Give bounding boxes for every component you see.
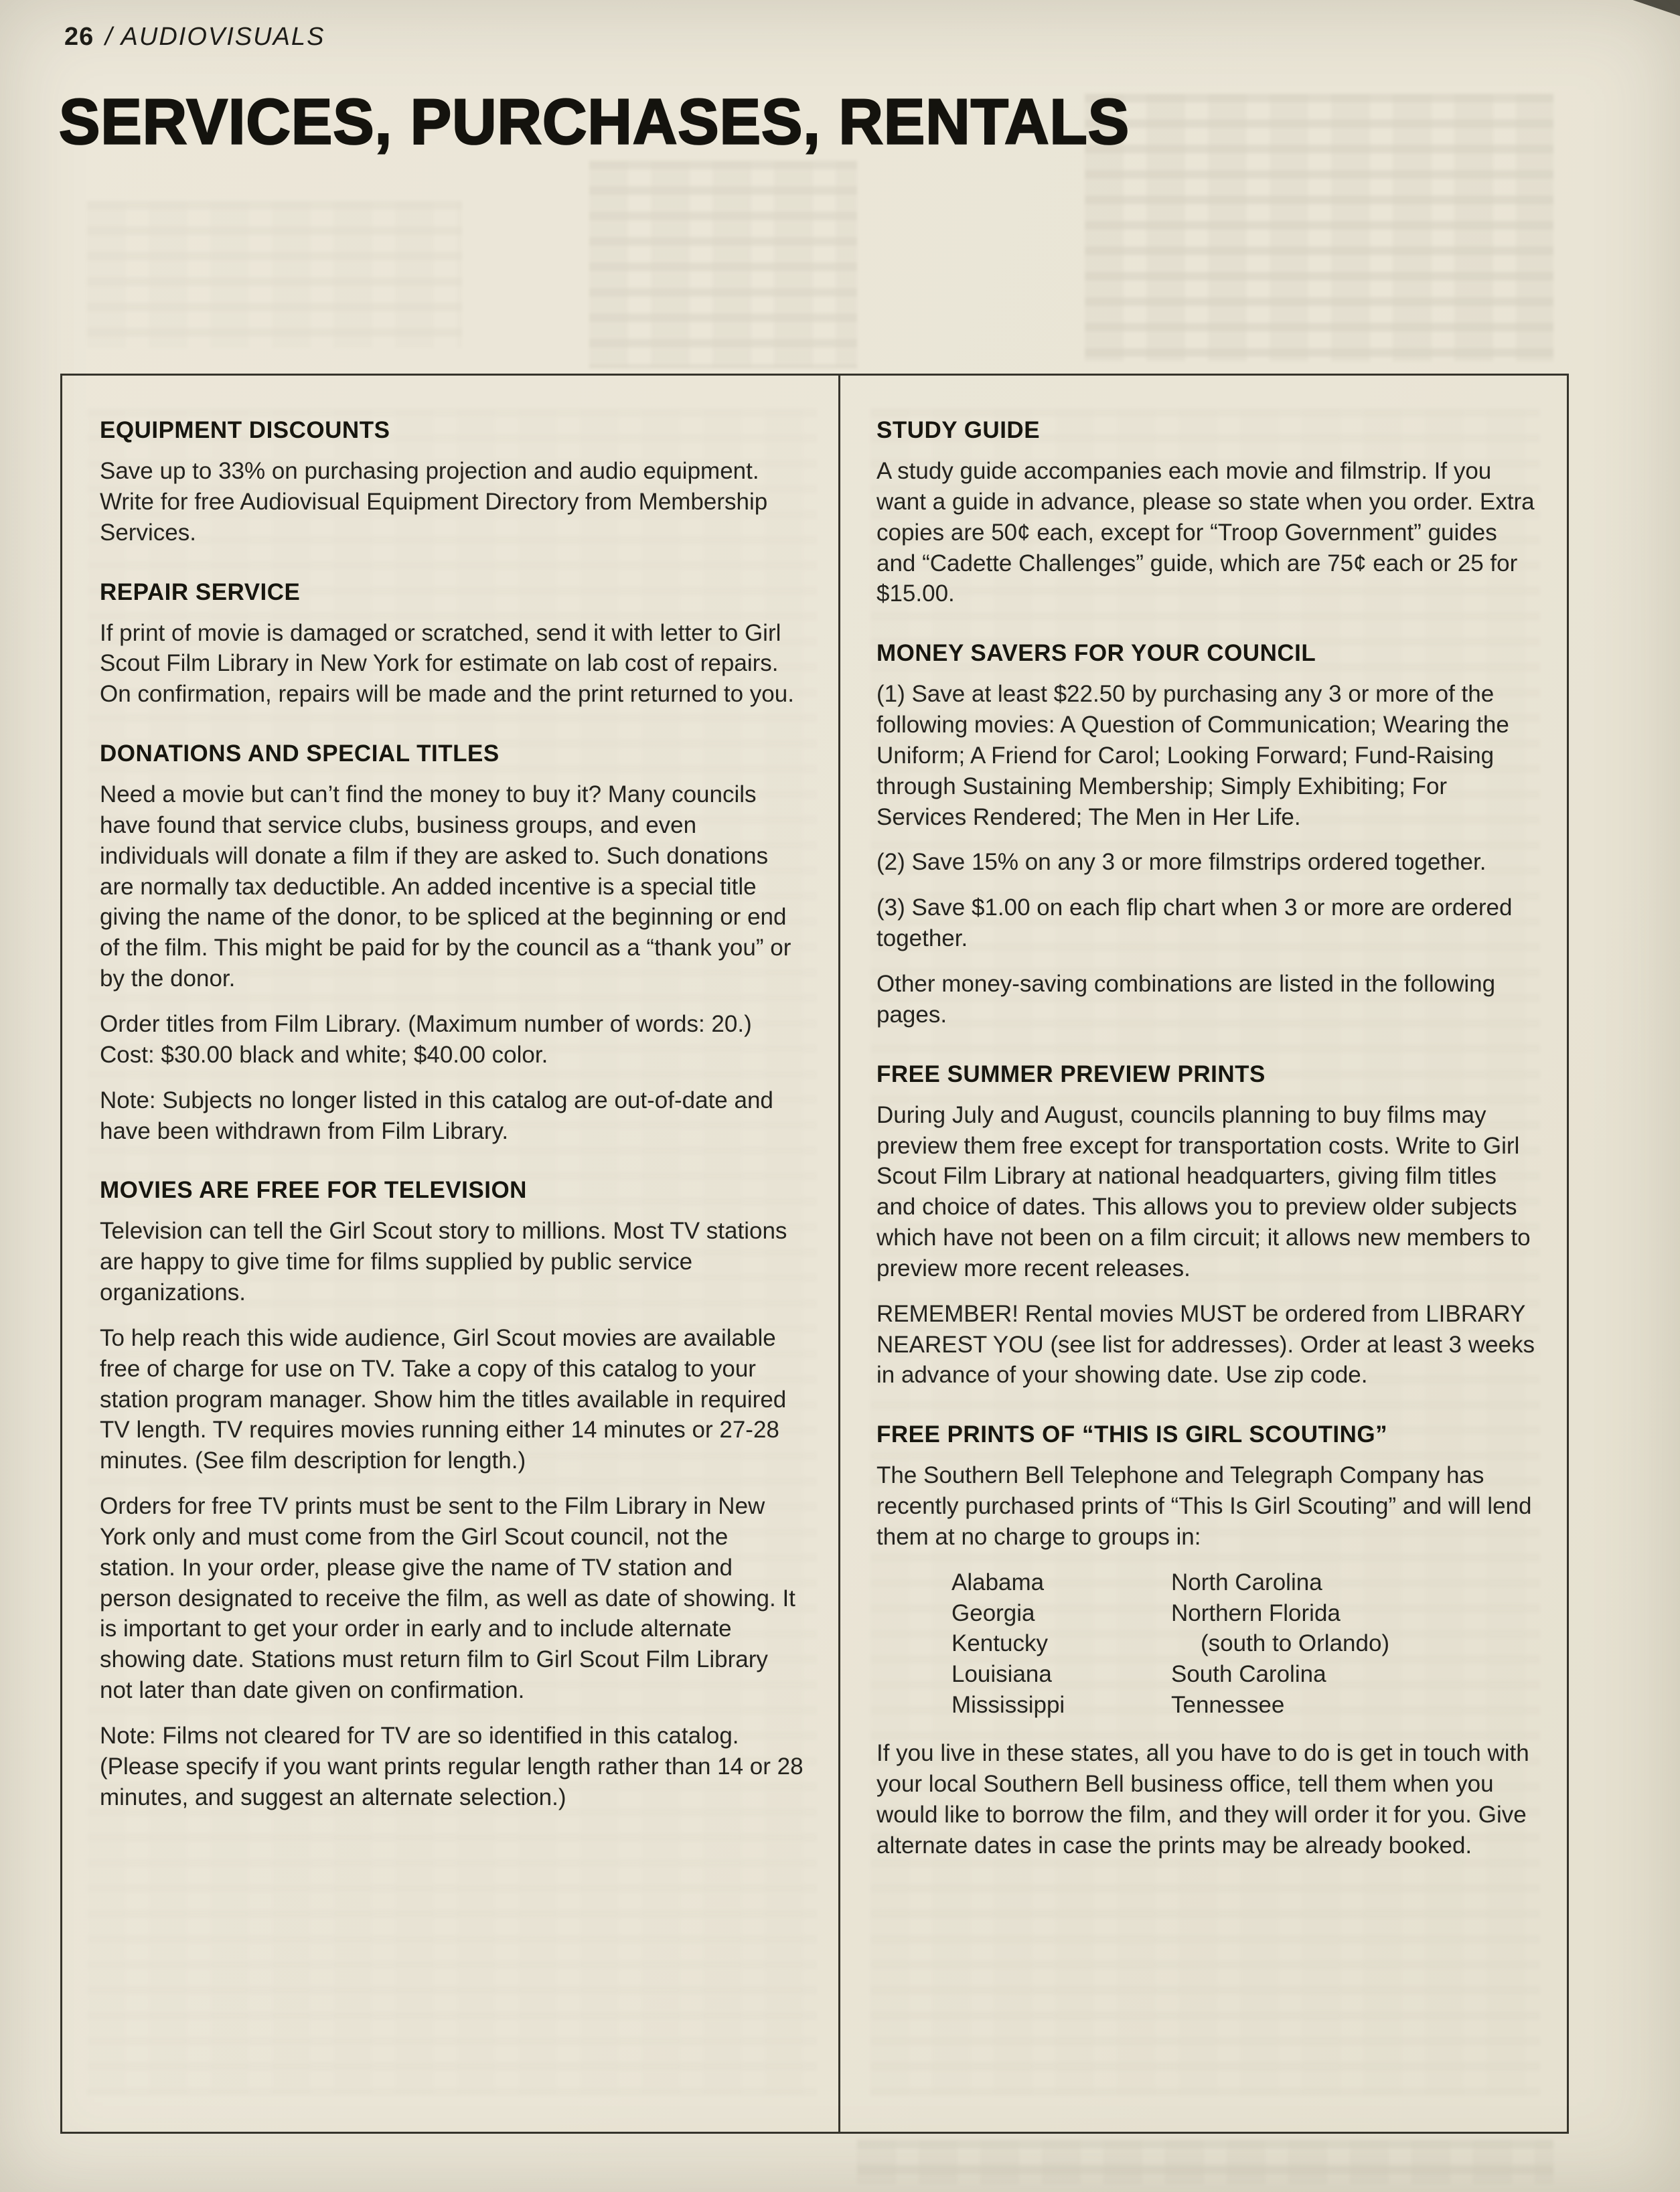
states-row	[951, 1598, 1541, 1629]
state-name: Alabama	[951, 1569, 1045, 1595]
state-name: Kentucky	[951, 1630, 1048, 1657]
section-free-summer-preview	[876, 1061, 1541, 1391]
paragraph: Television can tell the Girl Scout story to millions. Most TV stations are happy to give time for films supplied by public service organizations.	[100, 1218, 787, 1306]
paragraph: (3) Save $1.00 on each flip chart when 3 or more are ordered together.	[876, 894, 1513, 952]
state-name: Georgia	[951, 1599, 1035, 1626]
states-row	[951, 1628, 1541, 1659]
section-heading: FREE SUMMER PREVIEW PRINTS	[876, 1061, 1266, 1087]
paragraph: A study guide accompanies each movie and filmstrip. If you want a guide in advance, please so state when you order. Extra copies are 50¢ each, except for “Troop Government” guides and “Cadette Challenges” guide, which are 75¢ each or 25 for $15.00.	[876, 458, 1535, 607]
paragraph: Note: Films not cleared for TV are so identified in this catalog. (Please specify if you want prints regular length rather than 14 or 28 minutes, and suggest an alternate selection.)	[100, 1723, 804, 1810]
section-heading: EQUIPMENT DISCOUNTS	[100, 417, 390, 443]
section-equipment-discounts	[100, 417, 806, 548]
right-column	[840, 376, 1567, 2132]
state-name: Tennessee	[1171, 1692, 1285, 1719]
state-name: Louisiana	[951, 1661, 1052, 1688]
paragraph: Note: Subjects no longer listed in this catalog are out-of-date and have been withdrawn from Film Library.	[100, 1087, 773, 1144]
content-box	[60, 374, 1569, 2134]
bleedthrough-ghost	[1085, 94, 1553, 362]
section-free-prints-girl-scouting	[876, 1421, 1541, 1861]
paragraph: If you live in these states, all you have to do is get in touch with your local Southern Bell business office, tell them when you would like to borrow the film, and they will order it for you. Give alternate dates in case the prints may be already booked.	[876, 1740, 1529, 1859]
section-money-savers	[876, 640, 1541, 1030]
paragraph: During July and August, councils planning to buy films may preview them free except for transportation costs. Write to Girl Scout Film Library at national headquarters, giving film titles and choice of dates. This allows you to preview older subjects which have not been on a film circuit; it allows new members to preview more recent releases.	[876, 1101, 1531, 1281]
paragraph: Need a movie but can’t find the money to buy it? Many councils have found that service clubs, business groups, and even individuals will donate a film if they are asked to. Such donations are normally tax deductible. An added incentive is a special title giving the name of the donor, to be spliced at the beginning or end of the film. This might be paid for by the council as a “thank you” or by the donor.	[100, 781, 791, 992]
section-heading: REPAIR SERVICE	[100, 578, 301, 605]
section-heading: MOVIES ARE FREE FOR TELEVISION	[100, 1177, 527, 1204]
section-heading: STUDY GUIDE	[876, 417, 1041, 443]
paragraph: Other money-saving combinations are listed in the following pages.	[876, 970, 1496, 1028]
bleedthrough-ghost	[857, 2140, 1553, 2184]
states-list	[876, 1567, 1541, 1721]
paragraph: The Southern Bell Telephone and Telegraph Company has recently purchased prints of “This Is Girl Scouting” and will lend them at no charge to groups in:	[876, 1462, 1532, 1550]
paragraph: Save up to 33% on purchasing projection and audio equipment. Write for free Audiovisual Equipment Directory from Membership Services.	[100, 458, 768, 546]
section-heading: MONEY SAVERS FOR YOUR COUNCIL	[876, 640, 1316, 667]
states-row	[951, 1659, 1541, 1690]
left-column	[62, 376, 840, 2132]
bleedthrough-ghost	[87, 201, 462, 348]
section-heading: FREE PRINTS OF “THIS IS GIRL SCOUTING”	[876, 1421, 1388, 1448]
section-movies-free-tv	[100, 1177, 806, 1812]
scan-artifact	[1622, 0, 1680, 16]
paragraph: To help reach this wide audience, Girl Scout movies are available free of charge for use on TV. Take a copy of this catalog to your station program manager. Show him the titles available in required TV length. TV requires movies running either 14 minutes or 27-28 minutes. (See film description for length.)	[100, 1324, 787, 1474]
paragraph: Orders for free TV prints must be sent to the Film Library in New York only and must come from the Girl Scout council, not the station. In your order, please give the name of TV station and person designated to receive the film, as well as date of showing. It is important to get your order in early and to include alternate showing date. Stations must return film to Girl Scout Film Library not later than date given on confirmation.	[100, 1493, 795, 1704]
state-name: Mississippi	[951, 1692, 1065, 1719]
state-name: Northern Florida	[1171, 1599, 1341, 1626]
running-head	[64, 23, 325, 52]
states-row	[951, 1690, 1541, 1721]
states-row	[951, 1567, 1541, 1598]
paragraph: (1) Save at least $22.50 by purchasing any 3 or more of the following movies: A Question of Communication; Wearing the Uniform; A Friend for Carol; Looking Forward; Fund-Raising through Sustaining Membership; Simply Exhibiting; For Services Rendered; The Men in Her Life.	[876, 681, 1509, 830]
bleedthrough-ghost	[589, 161, 857, 368]
section-label: / AUDIOVISUALS	[104, 23, 325, 51]
paragraph: Order titles from Film Library. (Maximum number of words: 20.) Cost: $30.00 black and white; $40.00 color.	[100, 1010, 752, 1068]
section-study-guide	[876, 417, 1541, 609]
section-repair-service	[100, 579, 806, 710]
page-number: 26	[64, 23, 94, 51]
page-title: SERVICES, PURCHASES, RENTALS	[59, 86, 1130, 158]
state-note: (south to Orlando)	[1201, 1630, 1390, 1657]
paragraph: REMEMBER! Rental movies MUST be ordered from LIBRARY NEAREST YOU (see list for addresses). Order at least 3 weeks in advance of your showing date. Use zip code.	[876, 1300, 1535, 1389]
section-heading: DONATIONS AND SPECIAL TITLES	[100, 740, 500, 767]
state-name: South Carolina	[1171, 1661, 1326, 1688]
paragraph: (2) Save 15% on any 3 or more filmstrips ordered together.	[876, 849, 1486, 876]
paragraph: If print of movie is damaged or scratched, send it with letter to Girl Scout Film Library in New York for estimate on lab cost of repairs. On confirmation, repairs will be made and the print returned to you.	[100, 619, 794, 708]
section-donations-special-titles	[100, 740, 806, 1146]
state-name: North Carolina	[1171, 1569, 1322, 1595]
